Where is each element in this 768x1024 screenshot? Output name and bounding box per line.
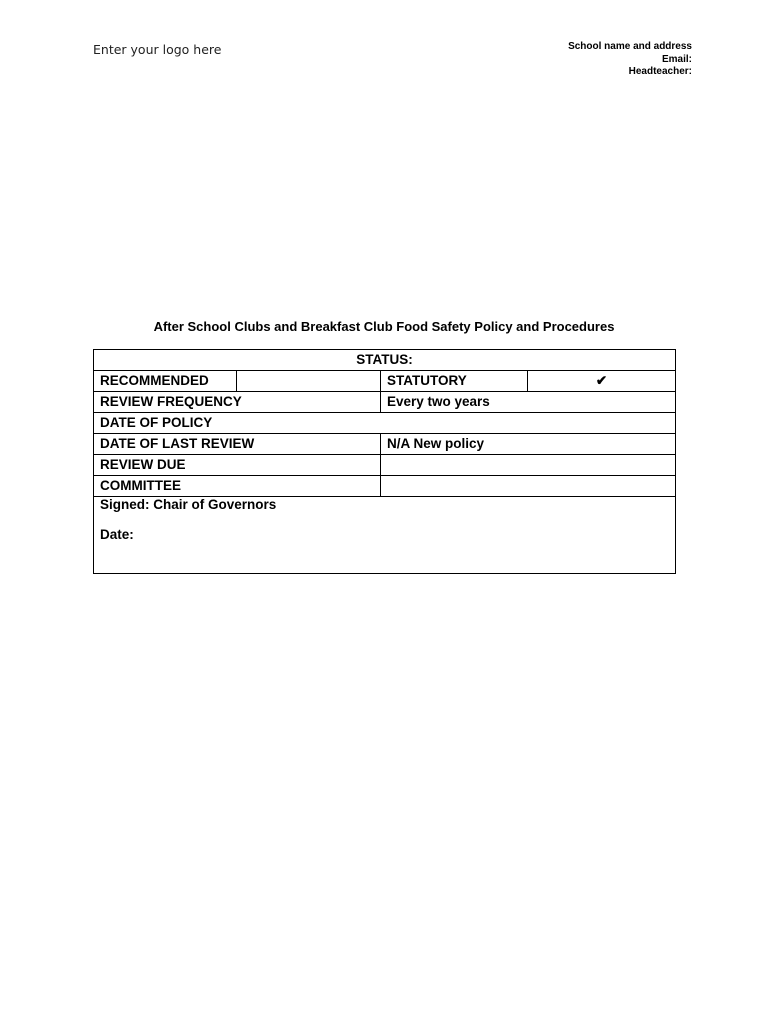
table-row <box>94 413 676 434</box>
review-frequency-label: REVIEW FREQUENCY <box>94 392 381 413</box>
review-due-label: REVIEW DUE <box>94 455 381 476</box>
school-name-address: School name and address <box>568 41 692 52</box>
policy-title: After School Clubs and Breakfast Club Food Safety Policy and Procedures <box>153 319 615 334</box>
table-row <box>94 392 676 413</box>
date-of-last-review-value: N/A New policy <box>381 434 676 455</box>
checkmark-icon: ✔ <box>528 371 676 392</box>
date-label: Date: <box>100 527 134 542</box>
table-row <box>94 434 676 455</box>
table-row <box>94 455 676 476</box>
recommended-value <box>237 371 381 392</box>
table-row <box>94 350 676 371</box>
date-of-last-review-label: DATE OF LAST REVIEW <box>94 434 381 455</box>
review-due-value <box>381 455 676 476</box>
headteacher-label: Headteacher: <box>628 66 692 77</box>
review-frequency-value: Every two years <box>381 392 676 413</box>
committee-value <box>381 476 676 497</box>
table-row <box>94 476 676 497</box>
logo-placeholder: Enter your logo here <box>93 42 222 57</box>
signed-chair-label: Signed: Chair of Governors <box>100 497 277 512</box>
committee-label: COMMITTEE <box>94 476 381 497</box>
email-label: Email: <box>661 53 692 65</box>
recommended-label: RECOMMENDED <box>94 371 237 392</box>
status-heading: STATUS: <box>94 350 676 371</box>
statutory-label: STATUTORY <box>381 371 528 392</box>
table-row <box>94 371 676 392</box>
date-of-policy-label: DATE OF POLICY <box>94 413 676 434</box>
table-row <box>94 497 676 574</box>
signature-block <box>94 497 676 574</box>
status-table <box>93 349 676 574</box>
school-details <box>568 41 692 79</box>
